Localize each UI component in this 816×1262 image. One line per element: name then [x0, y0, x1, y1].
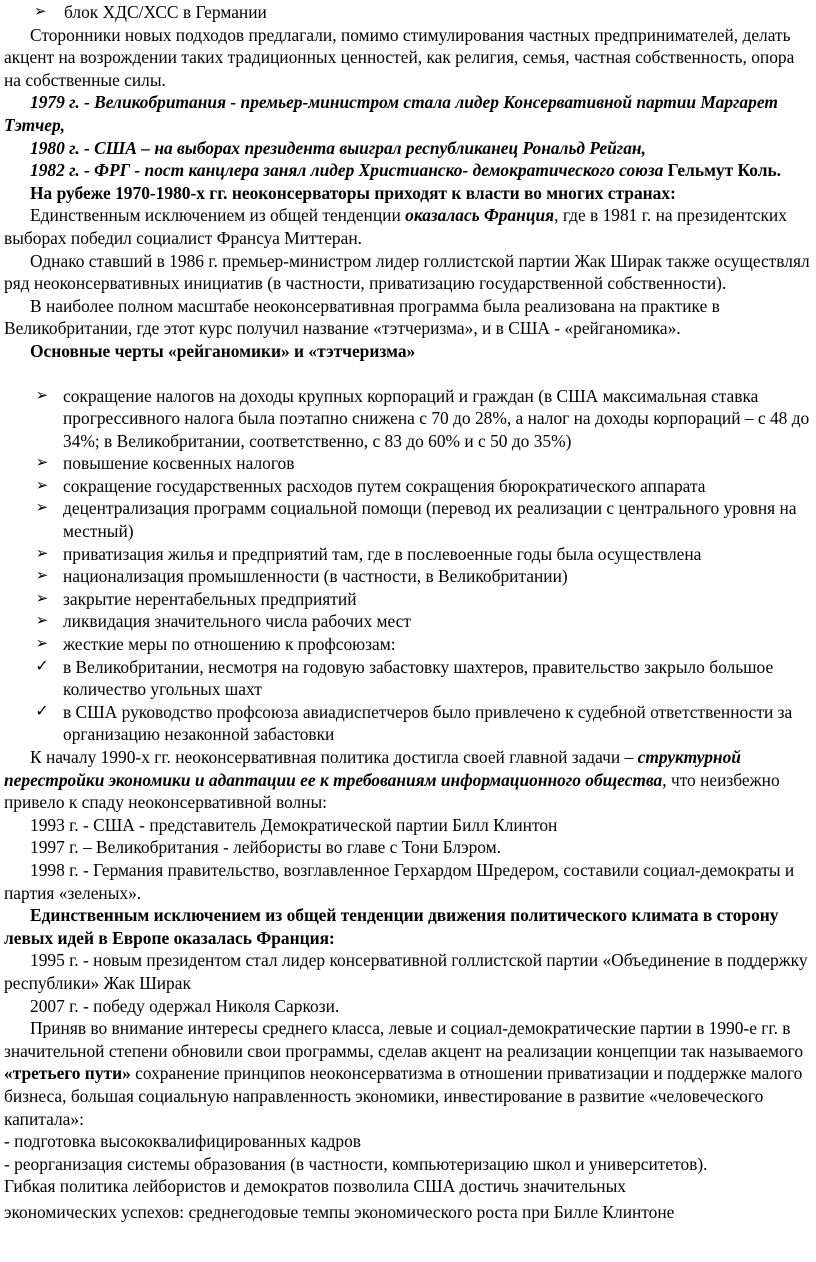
list-item: ➢ национализация промышленности (в частности, в Великобритании) [35, 566, 568, 587]
checkmark-bullet-icon: ✓ [35, 702, 49, 720]
arrow-bullet-icon: ➢ [35, 455, 49, 472]
list-item: ➢ ликвидация значительного числа рабочих мест [35, 611, 411, 632]
arrow-bullet-icon: ➢ [35, 636, 49, 653]
features-list [4, 385, 812, 747]
arrow-bullet-icon: ➢ [35, 590, 49, 607]
features-title: Основные черты «рейганомики» и «тэтчеризма» [30, 340, 416, 361]
list-item: ✓ в США руководство профсоюза авиадиспетчеров было привлечено к судебной ответственности за организацию незаконной забастовки [35, 701, 793, 745]
event-1980: 1980 г. - США – на выборах президента выиграл республиканец Рональд Рейган, [30, 137, 646, 158]
list-item: ➢ повышение косвенных налогов [35, 453, 295, 474]
heading-bullet-item: ➢ блок ХДС/ХСС в Германии [34, 2, 267, 22]
event-1979: 1979 г. - Великобритания - премьер-министром стала лидер Консервативной партии Маргарет Тэтчер, [4, 92, 778, 135]
event-1982: 1982 г. - ФРГ - пост канцлера занял лидер Христианско- демократического союза Гельмут Коль. [30, 160, 782, 181]
list-item: ➢ жесткие меры по отношению к профсоюзам: [35, 634, 396, 655]
arrow-bullet-icon: ➢ [35, 568, 49, 585]
final-line-2: экономических успехов: среднегодовые темпы экономического роста при Билле Клинтоне [4, 1201, 675, 1222]
france-exception-heading: Единственным исключением из общей тенденции движения политического климата в сторону левых идей в Европе оказалась Франция: [4, 905, 779, 948]
arrow-bullet-icon: ➢ [35, 500, 49, 517]
arrow-bullet-icon: ➢ [35, 387, 49, 404]
arrow-bullet-icon: ➢ [35, 613, 49, 630]
event-1995: 1995 г. - новым президентом стал лидер консервативной голлистской партии «Объединение в поддержку республики» Жак Ширак [4, 950, 808, 993]
third-way-paragraph: Приняв во внимание интересы среднего класса, левые и социал-демократические партии в 1990-е гг. в значительной степени обновили свои программы, сделав акцент на реализации концепции так называемого «третьего пути» сохранение принципов неоконсерватизма в отношении приватизации и поддержке малого бизнеса, большая социальную направленность экономики, инвестирование в развитие «человеческого капитала»: [4, 1018, 804, 1129]
arrow-bullet-icon: ➢ [34, 4, 47, 20]
event-1993: 1993 г. - США - представитель Демократической партии Билл Клинтон [30, 814, 558, 835]
list-item: ➢ сокращение государственных расходов путем сокращения бюрократического аппарата [35, 475, 706, 496]
list-item: ➢ децентрализация программ социальной помощи (перевод их реализации с центрального уровня на местный) [35, 498, 797, 542]
spacer [4, 363, 812, 385]
event-2007: 2007 г. - победу одержал Николя Саркози. [30, 995, 340, 1016]
full-scale-paragraph: В наиболее полном масштабе неоконсервативная программа была реализована на практике в Великобритании, где этот курс получил название «тэтчеризма», и в США - «рейганомика». [4, 295, 720, 339]
nineties-paragraph: К началу 1990-х гг. неоконсервативная политика достигла своей главной задачи – структурной перестройки экономики и адаптации ее к требованиям информационного общества, что неизбежно привело к спаду неоконсервативной волны: [4, 747, 780, 813]
arrow-bullet-icon: ➢ [35, 477, 49, 494]
event-1997: 1997 г. – Великобритания - лейбористы во главе с Тони Блэром. [30, 837, 501, 858]
rubezh-heading: На рубеже 1970-1980-х гг. неоконсерваторы приходят к власти во многих странах: [30, 182, 676, 203]
dash-item-2: - реорганизация системы образования (в частности, компьютеризацию школ и университетов). [4, 1153, 708, 1174]
checkmark-bullet-icon: ✓ [35, 657, 49, 675]
dash-item-1: - подготовка высококвалифицированных кадров [4, 1131, 362, 1152]
list-item: ➢ закрытие нерентабельных предприятий [35, 588, 357, 609]
event-1998: 1998 г. - Германия правительство, возглавленное Герхардом Шредером, составили социал-демократы и партия «зеленых». [4, 859, 795, 903]
france-exception-paragraph: Единственным исключением из общей тенденции оказалась Франция, где в 1981 г. на президентских выборах победил социалист Франсуа Миттеран. [4, 205, 787, 248]
list-item: ➢ сокращение налогов на доходы крупных корпораций и граждан (в США максимальная ставка прогрессивного налога была поэтапно снижена с 70 до 28%, а налог на доходы корпораций – с 48 до 34%; в Великобритании, соответственно, с 83 до 60% и с 50 до 35%) [35, 385, 810, 451]
list-item: ✓ в Великобритании, несмотря на годовую забастовку шахтеров, правительство закрыло большое количество угольных шахт [35, 656, 774, 700]
intro-paragraph: Сторонники новых подходов предлагали, помимо стимулирования частных предпринимателей, делать акцент на возрождении таких традиционных ценностей, как религия, семья, частная собственность, опора на собственные силы. [4, 24, 795, 90]
list-item: ➢ приватизация жилья и предприятий там, где в послевоенные годы была осуществлена [35, 543, 702, 564]
chirac-paragraph: Однако ставший в 1986 г. премьер-министром лидер голлистской партии Жак Ширак также осуществлял ряд неоконсервативных инициатив (в частности, приватизацию государственной собственности). [4, 250, 810, 294]
final-line-1: Гибкая политика лейбористов и демократов позволила США достичь значительных [4, 1176, 626, 1197]
arrow-bullet-icon: ➢ [35, 545, 49, 562]
